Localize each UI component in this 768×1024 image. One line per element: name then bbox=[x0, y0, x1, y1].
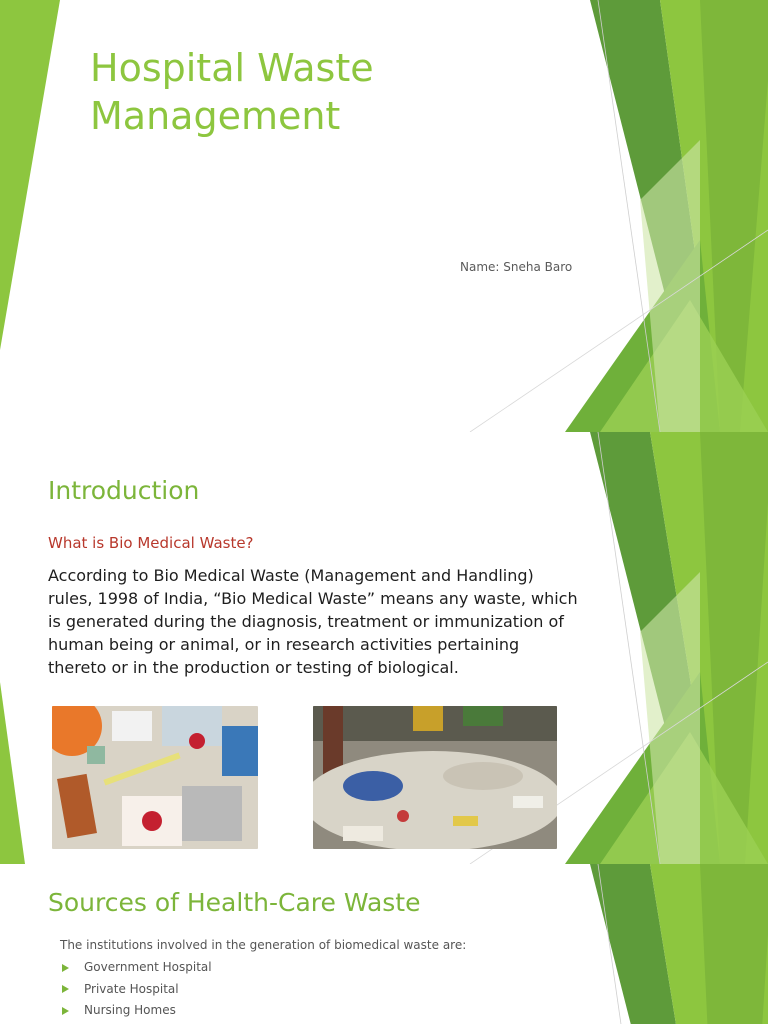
triangle-bullet-icon bbox=[62, 1007, 69, 1015]
slide-sources bbox=[0, 864, 768, 1024]
triangle-bullet-icon bbox=[62, 985, 69, 993]
sources-list bbox=[60, 957, 212, 1022]
slide-title bbox=[0, 0, 768, 432]
sources-lead: The institutions involved in the generation of biomedical waste are: bbox=[60, 938, 467, 952]
triangle-bullet-icon bbox=[62, 964, 69, 972]
waste-dump-photo bbox=[313, 706, 557, 849]
bio-medical-waste-question: What is Bio Medical Waste? bbox=[48, 534, 254, 552]
list-item: Nursing Homes bbox=[60, 1000, 212, 1022]
list-item: Private Hospital bbox=[60, 979, 212, 1001]
definition-paragraph: According to Bio Medical Waste (Management and Handling) rules, 1998 of India, “Bio Medical Waste” means any waste, which is generated during the diagnosis, treatment or immunization of human being or animal, or in research activities pertaining thereto or in the production or testing of biological. bbox=[48, 566, 578, 677]
list-item: Government Hospital bbox=[60, 957, 212, 979]
slide-introduction bbox=[0, 432, 768, 864]
sources-heading: Sources of Health-Care Waste bbox=[48, 888, 421, 917]
introduction-heading: Introduction bbox=[48, 476, 200, 505]
slide-title-heading: Hospital Waste Management bbox=[90, 46, 374, 138]
author-name: Name: Sneha Baro bbox=[460, 260, 573, 274]
medical-waste-photo bbox=[52, 706, 258, 849]
